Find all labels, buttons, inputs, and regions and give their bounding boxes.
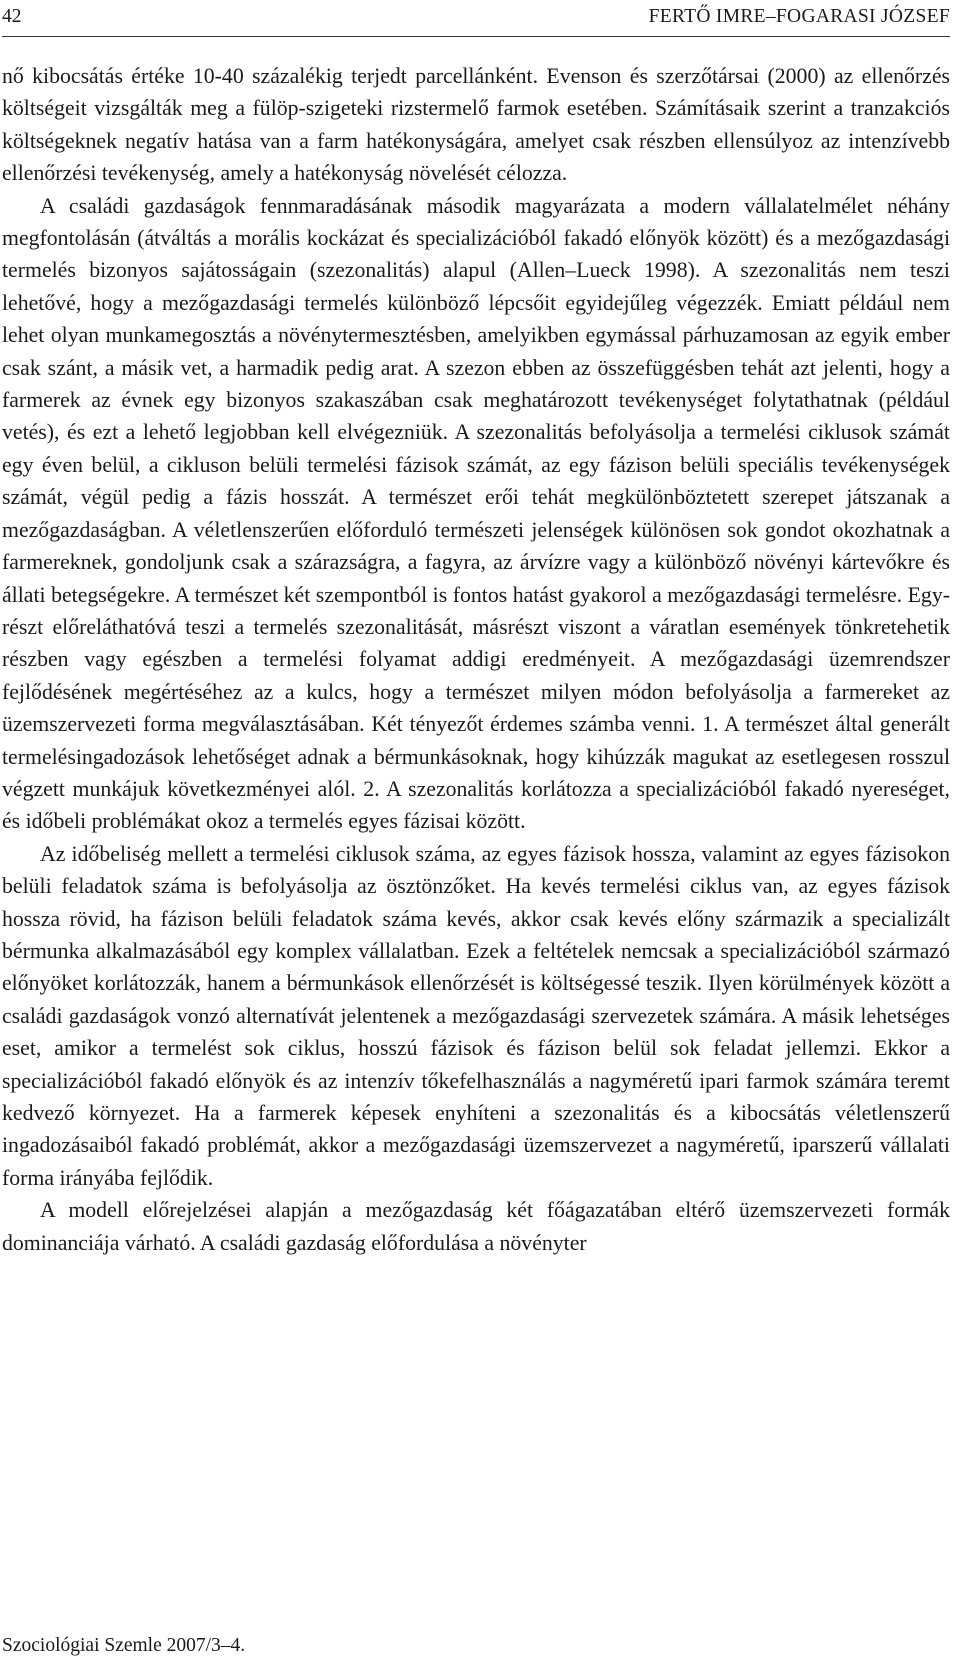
- journal-footer: Szociológiai Szemle 2007/3–4.: [2, 1635, 246, 1656]
- page-number: 42: [2, 6, 22, 27]
- running-head-authors: FERTŐ IMRE–FOGARASI JÓZSEF: [648, 6, 950, 27]
- article-body: [2, 60, 950, 1259]
- running-head: [2, 3, 950, 31]
- header-divider: [2, 36, 950, 37]
- paragraph-continued: nő kibocsátás értéke 10-40 százalékig terjedt parcellánként. Evenson és szerzőtársai (2000) az ellenőrzés költségeit vizsgálták meg a fülöp-szigeteki rizstermelő farmok esetében. Számításaik szerint a tranzakciós költségeknek negatív hatása van a farm hatékonyságára, amelyet csak részben ellensúlyoz az intenzívebb ellenőrzési tevékenység, amely a hatékonyság növelését célozza.: [2, 64, 950, 186]
- paragraph-timing: Az időbeliség mellett a termelési ciklusok száma, az egyes fázisok hossza, valamint az egyes fázisokon belüli feladatok száma is befolyásolja az ösztönzőket. Ha kevés termelési ciklus van, az egyes fázisok hossza rövid, ha fázison belüli feladatok száma kevés, akkor csak kevés előny származik a specializált bérmunka alkalmazásából egy komplex vállalatban. Ezek a feltételek nemcsak a specializációból származó előnyöket korlátozzák, hanem a bérmunkások ellenőrzését is költségessé teszik. Ilyen körülmények között a családi gazdaságok vonzó alternatívát jelentenek a mezőgazdasági szervezetek számára. A másik lehetséges eset, amikor a termelést sok ciklus, hosszú fázisok és fázison belül sok feladat jellemzi. Ekkor a specializációból fakadó előnyök és az intenzív tőkefelhasználás a nagyméretű ipari farmok számára teremt kedvező környezet. Ha a farmerek képesek enyhíteni a szezonalitás és a kibocsátás véletlenszerű ingadozásaiból fakadó problémát, akkor a mezőgazdasági üzemszervezet a nagyméretű, iparszerű vállalati forma irányába fejlődik.: [2, 841, 950, 1190]
- paragraph-family-farms: A családi gazdaságok fennmaradásának második magyarázata a modern vállalatelmélet néhány megfontolásán (átváltás a morális kockázat és specializációból fakadó előnyök között) és a mezőgazdasági termelés bizonyos sajátosságain (szezonalitás) alapul (Allen–Lueck 1998). A szezonalitás nem teszi lehetővé, hogy a mezőgazdasági termelés különböző lépcsőit egyidejűleg végezzék. Emiatt például nem lehet olyan munkamegosztás a növénytermesztésben, amelyikben egymással párhuzamosan az egyik ember csak szánt, a másik vet, a harmadik pedig arat. A szezon ebben az összefüggésben tehát azt jelenti, hogy a farmerek az évnek egy bizonyos szakaszában csak meghatározott tevékenységet folytathatnak (például vetés), és ezt a lehető legjobban kell elvégezniük. A szezonalitás befolyásolja a termelési ciklusok számát egy éven belül, a cikluson belüli termelési fázisok számát, az egy fázison belüli speciális tevékenységek számát, végül pedig a fázis hosszát. A természet erői tehát megkülönböztetett szerepet játszanak a mezőgazdaságban. A véletlenszerűen előforduló természeti jelenségek különösen sok gondot okozhatnak a farmereknek, gondoljunk csak a szárazságra, a fagyra, az árvízre vagy a különböző növényi kártevőkre és állati betegségekre. A természet két szempontból is fontos hatást gyakorol a mezőgazdasági termelésre. Egyrészt előreláthatóvá teszi a termelés szezonalitását, másrészt viszont a váratlan események tönkretehetik részben vagy egészben a termelési folyamat addigi eredményeit. A mezőgazdasági üzemrendszer fejlődésének megértéséhez az a kulcs, hogy a természet milyen módon befolyásolja a farmereket az üzemszervezeti forma megválasztásában. Két tényezőt érdemes számba venni. 1. A természet által generált termelésingadozások lehetőséget adnak a bérmunkásoknak, hogy kihúzzák magukat az esetlegesen rosszul végzett munkájuk következményei alól. 2. A szezonalitás korlátozza a specializációból fakadó nyereséget, és időbeli problémákat okoz a termelés egyes fázisai között.: [2, 193, 950, 834]
- paragraph-model-predictions: A modell előrejelzései alapján a mezőgazdaság két főágazatában eltérő üzemszervezeti formák dominanciája várható. A családi gazdaság előfordulása a növényter: [2, 1198, 950, 1255]
